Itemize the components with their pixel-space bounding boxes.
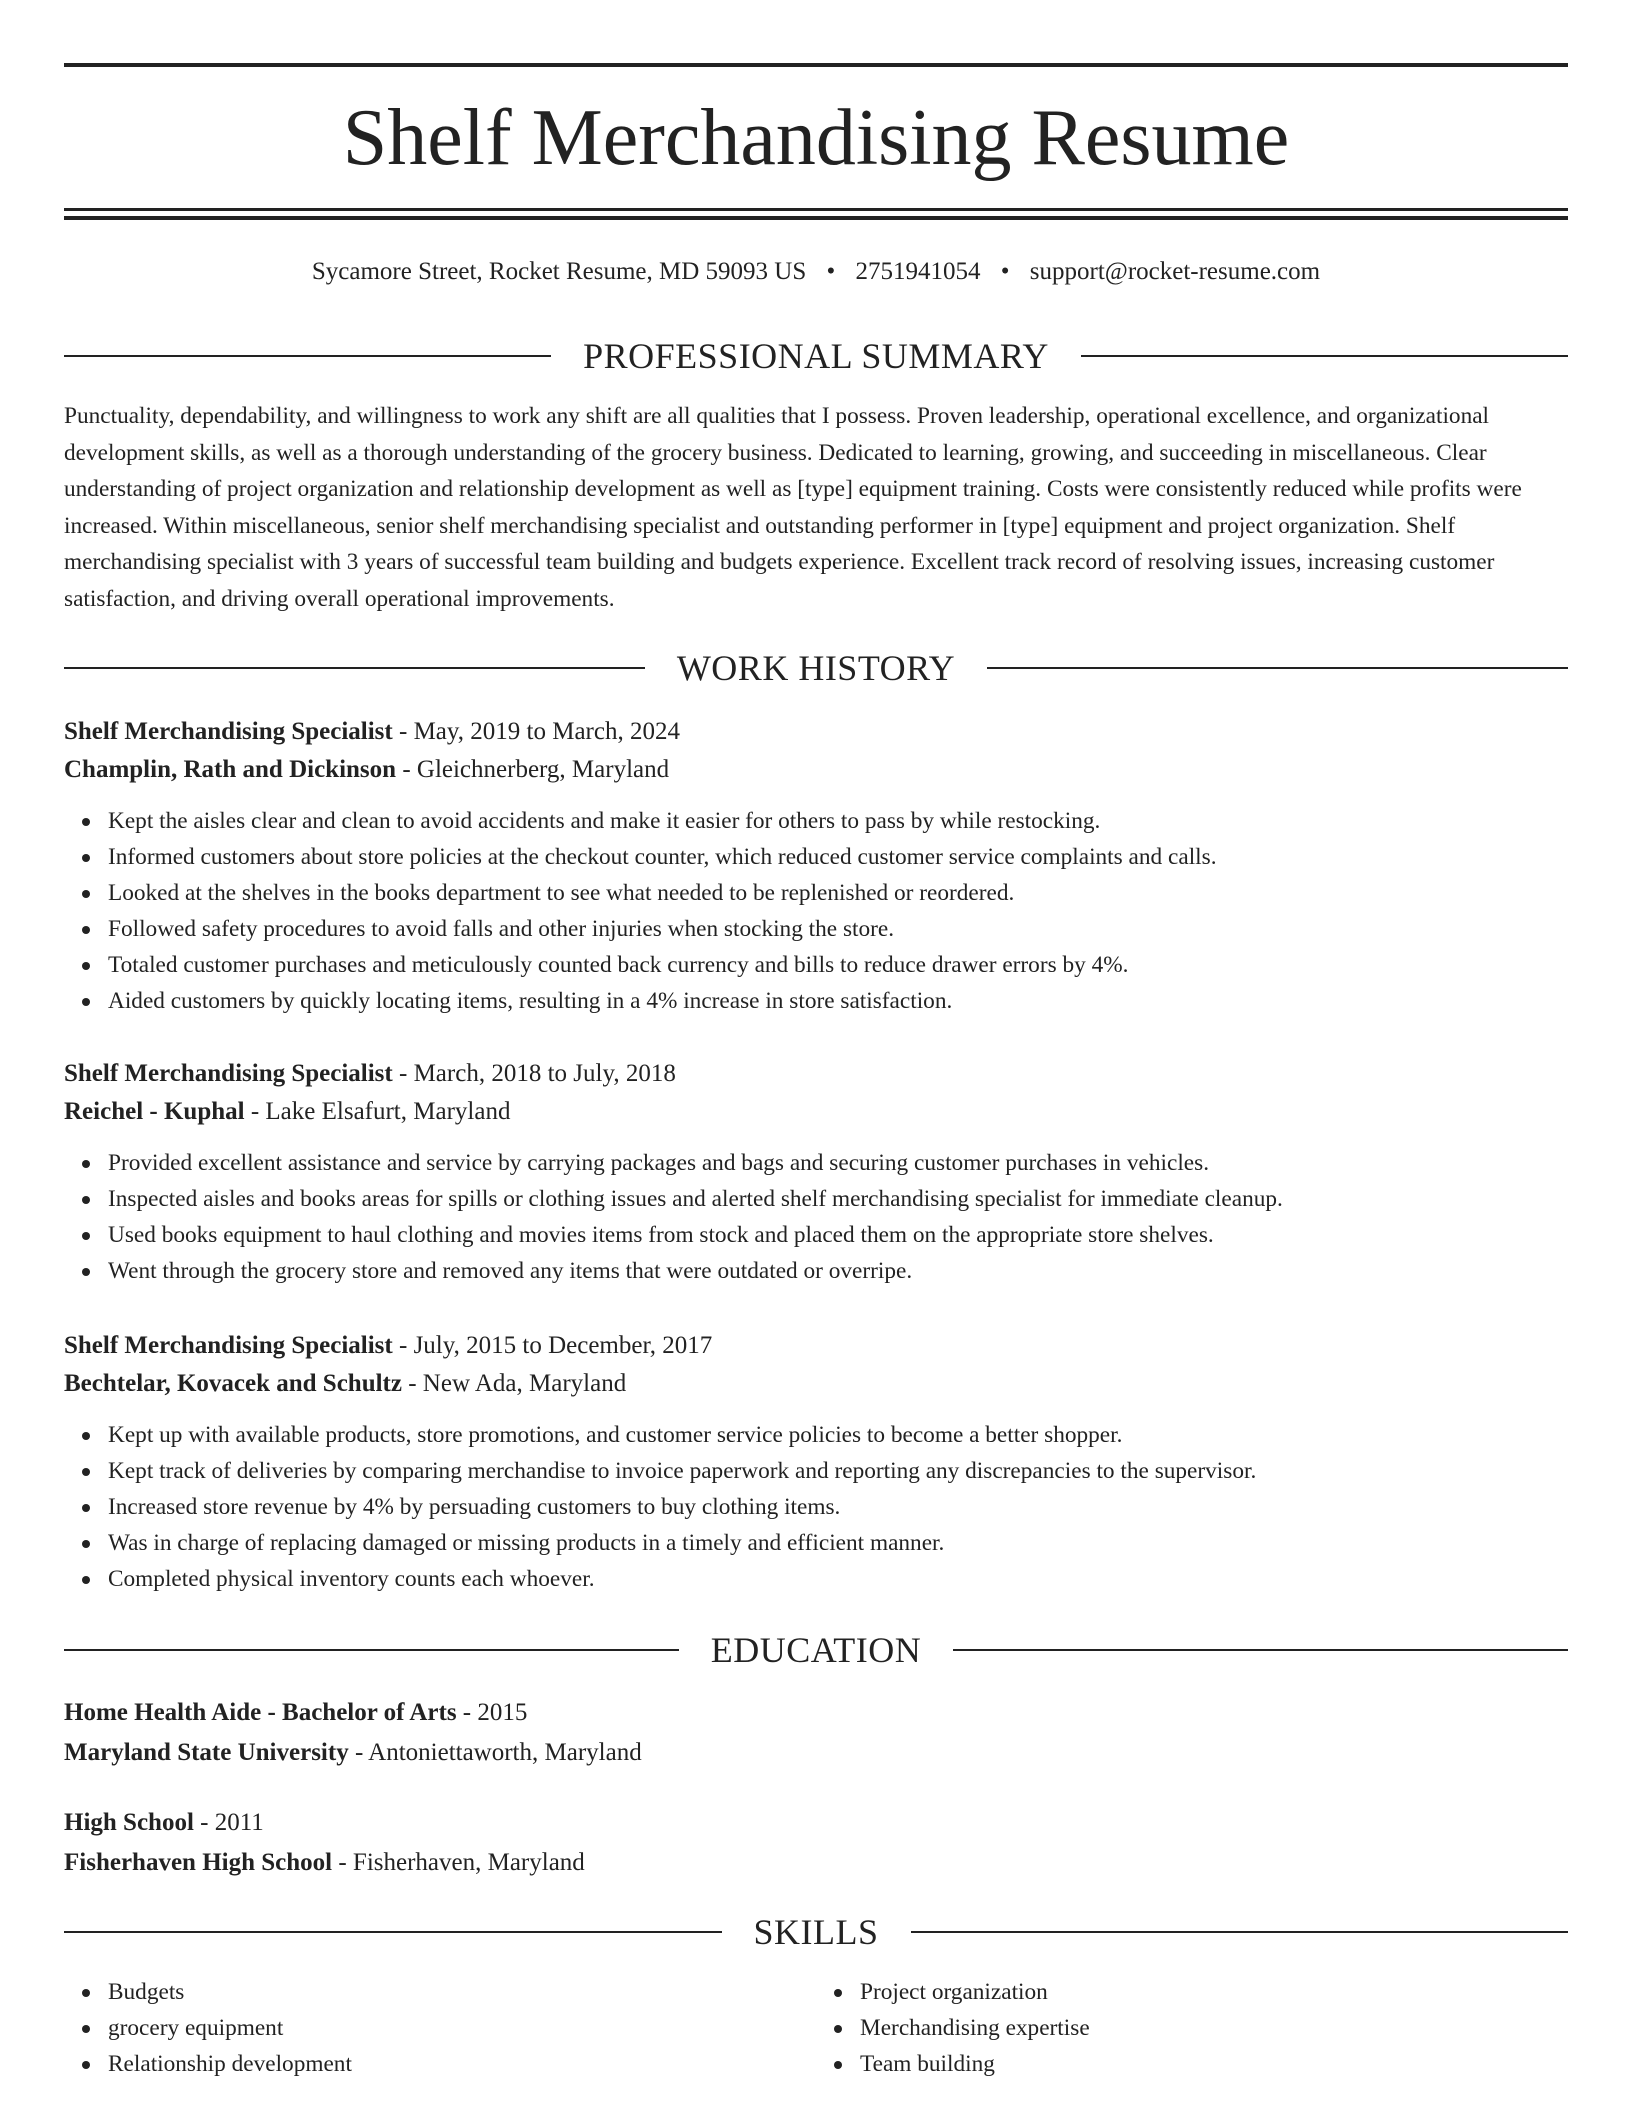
- education-entry: [64, 1803, 1568, 1883]
- section-heading-education: [64, 1628, 1568, 1672]
- section-rule: [987, 667, 1568, 669]
- job-title: Shelf Merchandising Specialist: [64, 718, 393, 745]
- section-rule: [911, 1931, 1569, 1933]
- job-bullet: Provided excellent assistance and service by carrying packages and bags and securing customer purchases in vehicles.: [108, 1145, 1568, 1181]
- contact-line: [64, 254, 1568, 290]
- skill-item: Project organization: [860, 1974, 1568, 2010]
- section-label: EDUCATION: [710, 1630, 922, 1670]
- section-heading-summary: [64, 334, 1568, 378]
- education-degree-line: [64, 1693, 1568, 1733]
- contact-email: support@rocket-resume.com: [1029, 258, 1321, 285]
- contact-separator: •: [826, 258, 836, 285]
- resume-title: Shelf Merchandising Resume: [342, 94, 1290, 182]
- job-dates: - March, 2018 to July, 2018: [392, 1060, 676, 1087]
- section-rule: [64, 1649, 679, 1651]
- job-entry: [64, 1055, 1568, 1289]
- education-year: - 2015: [456, 1699, 528, 1726]
- education-degree-line: [64, 1803, 1568, 1843]
- job-company-line: [64, 751, 1568, 789]
- job-bullet: Went through the grocery store and removed any items that were outdated or overripe.: [108, 1253, 1568, 1289]
- contact-address: Sycamore Street, Rocket Resume, MD 59093 US: [311, 258, 807, 285]
- skill-item: Relationship development: [108, 2046, 816, 2082]
- education-school-line: [64, 1843, 1568, 1883]
- job-bullet: Was in charge of replacing damaged or missing products in a timely and efficient manner.: [108, 1525, 1568, 1561]
- title-rule-upper: [64, 208, 1568, 211]
- job-bullets: [64, 803, 1568, 1019]
- skill-item: Team building: [860, 2046, 1568, 2082]
- skills-column-right: [816, 1974, 1568, 2082]
- title-rule-lower: [64, 216, 1568, 220]
- job-title: Shelf Merchandising Specialist: [64, 1332, 393, 1359]
- job-bullet: Aided customers by quickly locating items, resulting in a 4% increase in store satisfaction.: [108, 983, 1568, 1019]
- section-label: WORK HISTORY: [676, 648, 956, 688]
- skills-list: [64, 1974, 1568, 2082]
- job-company-line: [64, 1365, 1568, 1403]
- summary-text: Punctuality, dependability, and willingness to work any shift are all qualities that I possess. Proven leadership, operational excellence, and organizational development skills, as well as a thorough understanding of the grocery business. Dedicated to learning, growing, and succeeding in miscellaneous. Clear understanding of project organization and relationship development as well as [type] equipment training. Costs were consistently reduced while profits were increased. Within miscellaneous, senior shelf merchandising specialist and outstanding performer in [type] equipment and project organization. Shelf merchandising specialist with 3 years of successful team building and budgets experience. Excellent track record of resolving issues, increasing customer satisfaction, and driving overall operational improvements.: [64, 403, 1522, 612]
- contact-phone: 2751941054: [855, 258, 981, 285]
- top-rule: [64, 63, 1568, 67]
- education-school: Fisherhaven High School: [64, 1849, 333, 1876]
- job-entry: [64, 1327, 1568, 1597]
- job-bullet: Informed customers about store policies at the checkout counter, which reduced customer service complaints and calls.: [108, 839, 1568, 875]
- job-bullet: Increased store revenue by 4% by persuading customers to buy clothing items.: [108, 1489, 1568, 1525]
- skill-item: Budgets: [108, 1974, 816, 2010]
- job-bullet: Looked at the shelves in the books department to see what needed to be replenished or reordered.: [108, 875, 1568, 911]
- job-title-line: [64, 1055, 1568, 1093]
- section-rule: [1081, 355, 1568, 357]
- section-rule: [953, 1649, 1568, 1651]
- job-bullet: Used books equipment to haul clothing and movies items from stock and placed them on the appropriate store shelves.: [108, 1217, 1568, 1253]
- job-title-line: [64, 1327, 1568, 1365]
- job-bullet: Totaled customer purchases and meticulously counted back currency and bills to reduce drawer errors by 4%.: [108, 947, 1568, 983]
- job-location: - Gleichnerberg, Maryland: [396, 756, 670, 783]
- job-bullets: [64, 1417, 1568, 1597]
- education-school: Maryland State University: [64, 1739, 349, 1766]
- job-bullet: Kept track of deliveries by comparing merchandise to invoice paperwork and reporting any discrepancies to the supervisor.: [108, 1453, 1568, 1489]
- job-company-line: [64, 1093, 1568, 1131]
- job-location: - New Ada, Maryland: [401, 1370, 627, 1397]
- skill-item: grocery equipment: [108, 2010, 816, 2046]
- job-entry: [64, 713, 1568, 1019]
- education-location: - Fisherhaven, Maryland: [332, 1849, 585, 1876]
- section-heading-skills: [64, 1910, 1568, 1954]
- job-company: Bechtelar, Kovacek and Schultz: [64, 1370, 402, 1397]
- section-rule: [64, 667, 645, 669]
- job-title-line: [64, 713, 1568, 751]
- job-company: Reichel - Kuphal: [64, 1098, 245, 1125]
- section-rule: [64, 355, 551, 357]
- skills-column-left: [64, 1974, 816, 2082]
- education-degree: Home Health Aide - Bachelor of Arts: [64, 1699, 457, 1726]
- contact-separator: •: [1000, 258, 1010, 285]
- education-year: - 2011: [193, 1809, 264, 1836]
- section-heading-work: [64, 646, 1568, 690]
- job-bullet: Kept up with available products, store promotions, and customer service policies to become a better shopper.: [108, 1417, 1568, 1453]
- job-dates: - July, 2015 to December, 2017: [392, 1332, 713, 1359]
- job-location: - Lake Elsafurt, Maryland: [244, 1098, 511, 1125]
- education-degree: High School: [64, 1809, 194, 1836]
- job-bullet: Completed physical inventory counts each whoever.: [108, 1561, 1568, 1597]
- job-bullet: Inspected aisles and books areas for spills or clothing issues and alerted shelf merchandising specialist for immediate cleanup.: [108, 1181, 1568, 1217]
- education-location: - Antoniettaworth, Maryland: [348, 1739, 642, 1766]
- job-bullet: Kept the aisles clear and clean to avoid accidents and make it easier for others to pass by while restocking.: [108, 803, 1568, 839]
- section-label: SKILLS: [753, 1912, 879, 1952]
- job-dates: - May, 2019 to March, 2024: [392, 718, 680, 745]
- job-bullets: [64, 1145, 1568, 1289]
- job-bullet: Followed safety procedures to avoid falls and other injuries when stocking the store.: [108, 911, 1568, 947]
- job-company: Champlin, Rath and Dickinson: [64, 756, 397, 783]
- education-school-line: [64, 1733, 1568, 1773]
- job-title: Shelf Merchandising Specialist: [64, 1060, 393, 1087]
- section-label: PROFESSIONAL SUMMARY: [583, 336, 1049, 376]
- section-rule: [64, 1931, 722, 1933]
- skill-item: Merchandising expertise: [860, 2010, 1568, 2046]
- education-entry: [64, 1693, 1568, 1773]
